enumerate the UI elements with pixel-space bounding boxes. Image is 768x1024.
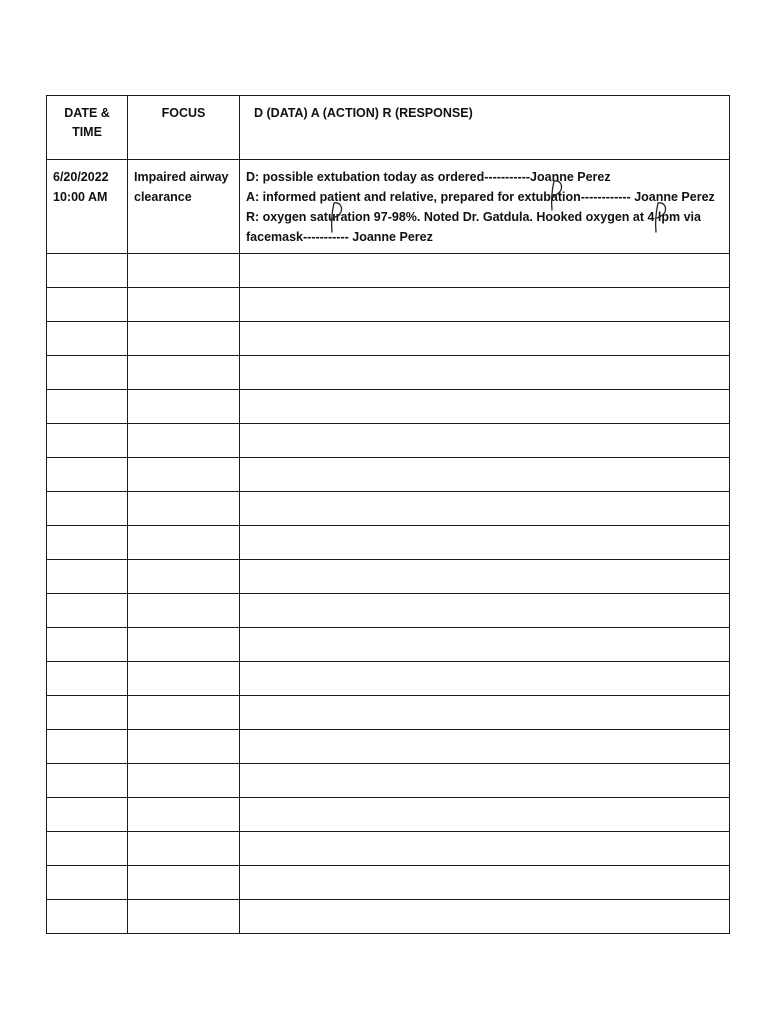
blank-date-time-cell[interactable]	[47, 322, 128, 356]
blank-focus-cell[interactable]	[128, 560, 240, 594]
dar-header: D (DATA) A (ACTION) R (RESPONSE)	[240, 96, 730, 160]
table-row	[47, 390, 730, 424]
table-row	[47, 288, 730, 322]
table-row	[47, 900, 730, 934]
blank-focus-cell[interactable]	[128, 764, 240, 798]
blank-focus-cell[interactable]	[128, 594, 240, 628]
blank-dar-cell[interactable]	[240, 390, 730, 424]
table-row	[47, 832, 730, 866]
table-row	[47, 526, 730, 560]
blank-dar-cell[interactable]	[240, 798, 730, 832]
blank-dar-cell[interactable]	[240, 424, 730, 458]
blank-date-time-cell[interactable]	[47, 594, 128, 628]
blank-dar-cell[interactable]	[240, 900, 730, 934]
blank-date-time-cell[interactable]	[47, 390, 128, 424]
blank-dar-cell[interactable]	[240, 526, 730, 560]
blank-date-time-cell[interactable]	[47, 764, 128, 798]
blank-date-time-cell[interactable]	[47, 730, 128, 764]
table-row	[47, 628, 730, 662]
table-row	[47, 424, 730, 458]
table-row	[47, 662, 730, 696]
blank-date-time-cell[interactable]	[47, 798, 128, 832]
header-row	[47, 96, 730, 160]
blank-date-time-cell[interactable]	[47, 424, 128, 458]
blank-focus-cell[interactable]	[128, 526, 240, 560]
blank-date-time-cell[interactable]	[47, 900, 128, 934]
blank-date-time-cell[interactable]	[47, 288, 128, 322]
data-note: D: possible extubation today as ordered-----------Joanne Perez	[246, 170, 611, 184]
blank-date-time-cell[interactable]	[47, 458, 128, 492]
blank-dar-cell[interactable]	[240, 458, 730, 492]
blank-date-time-cell[interactable]	[47, 628, 128, 662]
blank-dar-cell[interactable]	[240, 492, 730, 526]
blank-focus-cell[interactable]	[128, 390, 240, 424]
blank-date-time-cell[interactable]	[47, 356, 128, 390]
blank-focus-cell[interactable]	[128, 254, 240, 288]
response-note-line-2: facemask----------- Joanne Perez	[246, 230, 433, 244]
entry-focus-line-1: Impaired airway	[134, 170, 229, 184]
blank-focus-cell[interactable]	[128, 730, 240, 764]
blank-focus-cell[interactable]	[128, 424, 240, 458]
entry-date: 6/20/2022	[53, 170, 109, 184]
blank-dar-cell[interactable]	[240, 560, 730, 594]
blank-date-time-cell[interactable]	[47, 866, 128, 900]
date-time-header	[47, 96, 128, 160]
blank-focus-cell[interactable]	[128, 322, 240, 356]
blank-focus-cell[interactable]	[128, 662, 240, 696]
blank-date-time-cell[interactable]	[47, 254, 128, 288]
table-row	[47, 798, 730, 832]
blank-date-time-cell[interactable]	[47, 662, 128, 696]
blank-focus-cell[interactable]	[128, 458, 240, 492]
table-row	[47, 594, 730, 628]
blank-date-time-cell[interactable]	[47, 560, 128, 594]
blank-focus-cell[interactable]	[128, 492, 240, 526]
blank-focus-cell[interactable]	[128, 356, 240, 390]
blank-dar-cell[interactable]	[240, 322, 730, 356]
blank-dar-cell[interactable]	[240, 832, 730, 866]
entry-date-time-cell	[47, 160, 128, 254]
signature-initial-mark	[546, 178, 568, 212]
table-row	[47, 322, 730, 356]
blank-dar-cell[interactable]	[240, 628, 730, 662]
signature-initial-mark	[326, 200, 348, 234]
blank-date-time-cell[interactable]	[47, 526, 128, 560]
blank-date-time-cell[interactable]	[47, 696, 128, 730]
entry-dar-cell	[240, 160, 730, 254]
blank-date-time-cell[interactable]	[47, 492, 128, 526]
response-note-line-1: R: oxygen saturation 97-98%. Noted Dr. Gatdula. Hooked oxygen at 4 lpm via	[246, 210, 701, 224]
blank-date-time-cell[interactable]	[47, 832, 128, 866]
blank-rows	[47, 254, 730, 934]
entry-focus-line-2: clearance	[134, 190, 192, 204]
table-row	[47, 458, 730, 492]
blank-focus-cell[interactable]	[128, 628, 240, 662]
blank-focus-cell[interactable]	[128, 696, 240, 730]
table-row	[47, 160, 730, 254]
table-row	[47, 560, 730, 594]
date-time-header-label: DATE & TIME	[64, 106, 110, 139]
blank-dar-cell[interactable]	[240, 866, 730, 900]
blank-dar-cell[interactable]	[240, 662, 730, 696]
table-row	[47, 492, 730, 526]
table-row	[47, 730, 730, 764]
table-row	[47, 254, 730, 288]
blank-dar-cell[interactable]	[240, 594, 730, 628]
signature-initial-mark	[650, 200, 672, 234]
blank-dar-cell[interactable]	[240, 764, 730, 798]
entry-focus-cell	[128, 160, 240, 254]
blank-focus-cell[interactable]	[128, 900, 240, 934]
focus-charting-table	[46, 95, 730, 934]
table-row	[47, 696, 730, 730]
blank-focus-cell[interactable]	[128, 288, 240, 322]
table-row	[47, 866, 730, 900]
blank-dar-cell[interactable]	[240, 730, 730, 764]
table-row	[47, 764, 730, 798]
table-row	[47, 356, 730, 390]
action-note: A: informed patient and relative, prepared for extubation------------ Joanne Perez	[246, 190, 715, 204]
entry-time: 10:00 AM	[53, 190, 108, 204]
blank-dar-cell[interactable]	[240, 254, 730, 288]
blank-focus-cell[interactable]	[128, 866, 240, 900]
blank-focus-cell[interactable]	[128, 832, 240, 866]
focus-header: FOCUS	[128, 96, 240, 160]
blank-dar-cell[interactable]	[240, 356, 730, 390]
blank-dar-cell[interactable]	[240, 696, 730, 730]
blank-dar-cell[interactable]	[240, 288, 730, 322]
blank-focus-cell[interactable]	[128, 798, 240, 832]
